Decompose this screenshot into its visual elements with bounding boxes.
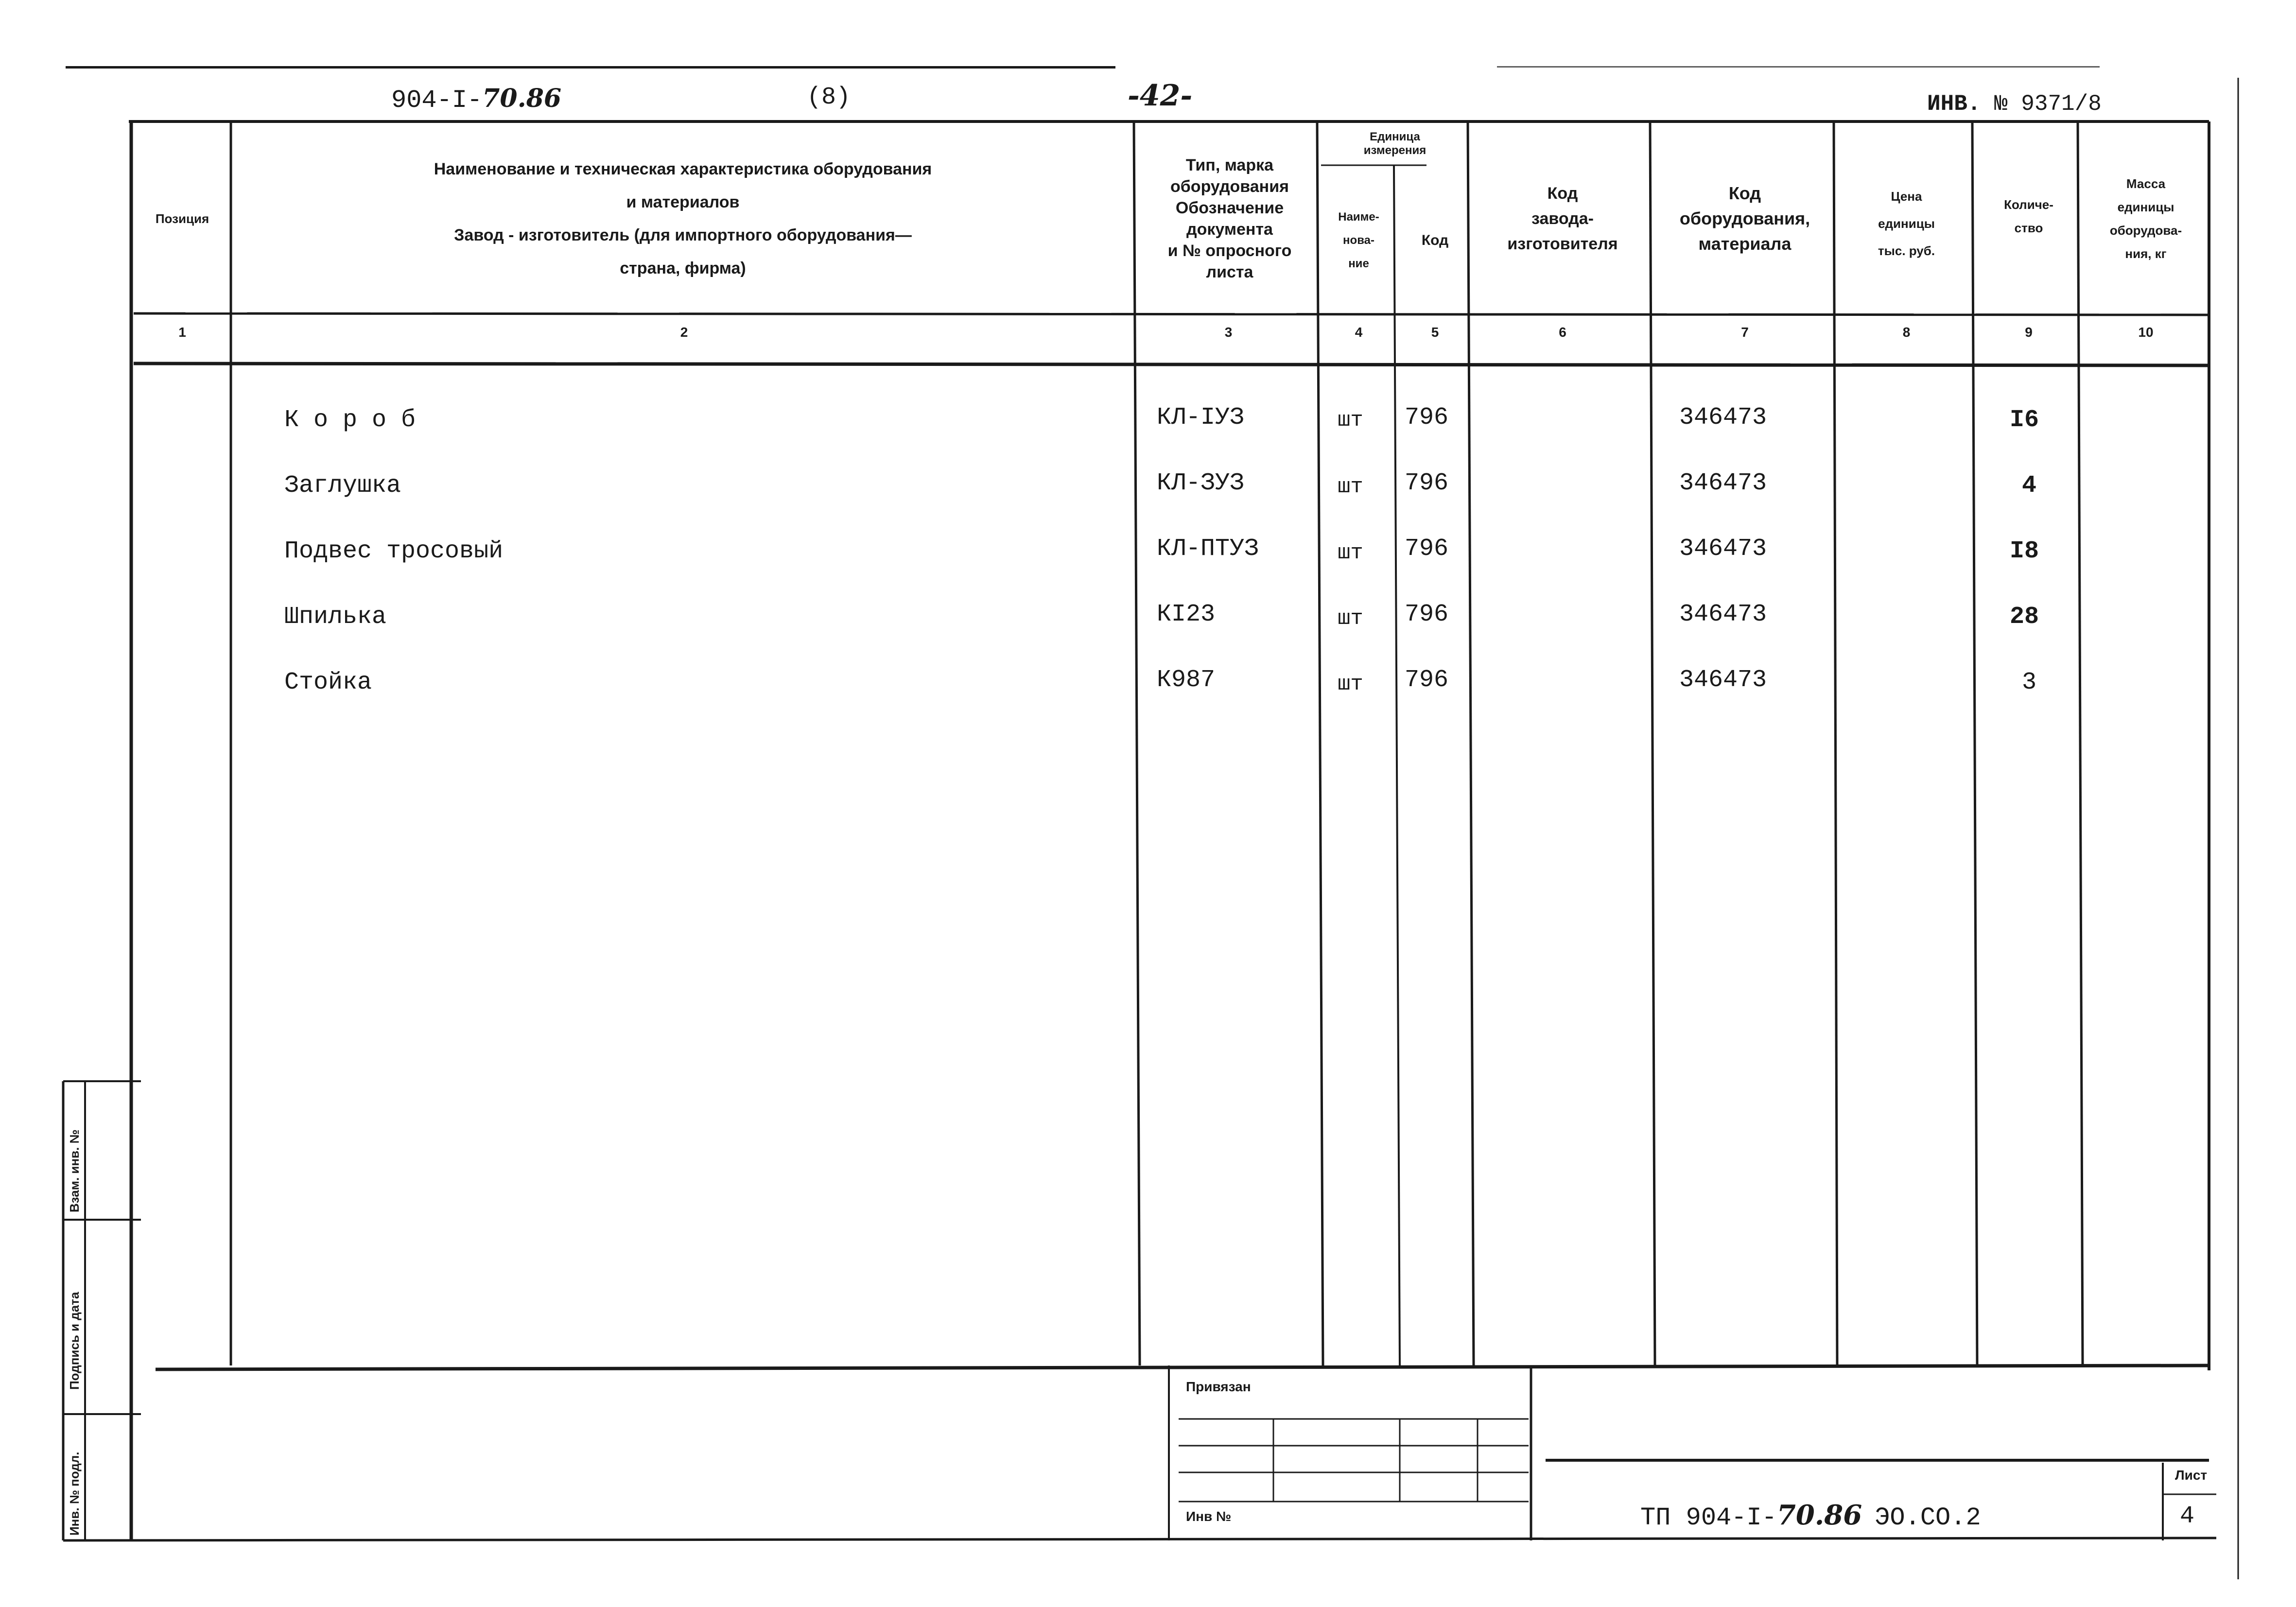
col-number-7: 7 (1741, 325, 1749, 340)
row-material-code: 346473 (1679, 535, 1767, 563)
header-material-code: Код оборудования, материала (1679, 183, 1810, 254)
header-unit-price: Цена единицы тыс. руб. (1878, 189, 1935, 258)
row-type: КЛ-ЗУЗ (1157, 469, 1245, 497)
footer-code-prefix: ТП 904-I- (1640, 1503, 1777, 1532)
inv-label: ИНВ. (1927, 91, 1981, 117)
row-unit: шт (1338, 672, 1363, 696)
row-quantity: 3 (2022, 669, 2037, 696)
row-unit: шт (1338, 408, 1363, 432)
footer-inv-no-label: Инв № (1186, 1509, 1232, 1524)
footer-sheet-number: 4 (2180, 1503, 2195, 1530)
footer-code-handwritten: 70.86 (1776, 1499, 1862, 1531)
header-name-description: Наименование и техническая характеристика оборудования и материалов Завод - изготовитель (для импортного оборудования— страна, фирма) (434, 160, 932, 277)
row-quantity: I6 (2010, 406, 2039, 434)
header-manufacturer-code: Код завода- изготовителя (1507, 184, 1618, 253)
sheet-paren: (8) (807, 84, 851, 111)
header-unit-mass: Масса единицы оборудова- ния, кг (2109, 176, 2182, 261)
header-type-mark: Тип, марка оборудования Обозначение документа и № опросного листа (1167, 156, 1292, 281)
row-quantity: I8 (2010, 537, 2039, 565)
row-quantity: 4 (2022, 472, 2037, 500)
col-number-3: 3 (1224, 325, 1233, 340)
row-unit-code: 796 (1405, 404, 1449, 432)
row-quantity: 28 (2010, 603, 2039, 631)
row-type: КЛ-IУЗ (1157, 404, 1245, 432)
header-unit-name: Наиме- нова- ние (1338, 210, 1379, 270)
row-unit: шт (1338, 475, 1363, 499)
row-unit-code: 796 (1405, 469, 1449, 497)
row-unit-code: 796 (1405, 601, 1449, 628)
footer-code-suffix: ЭО.СО.2 (1875, 1503, 1981, 1532)
col-number-5: 5 (1431, 325, 1439, 340)
row-name: Заглушка (284, 472, 401, 500)
row-type: КI23 (1157, 601, 1216, 628)
row-unit-code: 796 (1405, 535, 1449, 563)
inv-value: № 9371/8 (1994, 91, 2102, 117)
col-number-2: 2 (680, 325, 688, 340)
col-number-1: 1 (178, 325, 186, 340)
header-quantity: Количе- ство (2004, 197, 2053, 235)
row-type: КЛ-ПТУЗ (1157, 535, 1259, 563)
doc-code-prefix: 904-I- (391, 86, 483, 115)
row-name: К о р о б (284, 406, 416, 434)
page-number: -42- (1128, 79, 1193, 113)
col-number-10: 10 (2138, 325, 2154, 340)
side-label-vzam-inv: Взам. инв. № (67, 1129, 82, 1212)
row-name: Стойка (284, 669, 372, 696)
side-label-inv-podl: Инв. № подл. (67, 1451, 82, 1536)
row-name: Шпилька (284, 603, 387, 631)
doc-code-handwritten: 70.86 (482, 84, 562, 113)
col-number-6: 6 (1559, 325, 1566, 340)
col-number-9: 9 (2025, 325, 2033, 340)
header-unit-group: Единица измерения (1363, 130, 1426, 157)
row-unit-code: 796 (1405, 666, 1449, 694)
header-unit-code: Код (1421, 232, 1449, 248)
row-unit: шт (1338, 606, 1363, 631)
header-position: Позиция (155, 211, 209, 226)
row-material-code: 346473 (1679, 469, 1767, 497)
row-name: Подвес тросовый (284, 537, 504, 565)
side-label-signature-date: Подпись и дата (67, 1292, 82, 1390)
col-number-4: 4 (1355, 325, 1363, 340)
footer-sheet-label: Лист (2175, 1468, 2208, 1483)
row-material-code: 346473 (1679, 601, 1767, 628)
col-number-8: 8 (1902, 325, 1911, 340)
row-type: К987 (1157, 666, 1216, 694)
footer-document-code (1640, 1499, 1981, 1532)
footer-privyazan-label: Привязан (1186, 1379, 1251, 1394)
row-material-code: 346473 (1679, 404, 1767, 432)
row-unit: шт (1338, 541, 1363, 565)
row-material-code: 346473 (1679, 666, 1767, 694)
